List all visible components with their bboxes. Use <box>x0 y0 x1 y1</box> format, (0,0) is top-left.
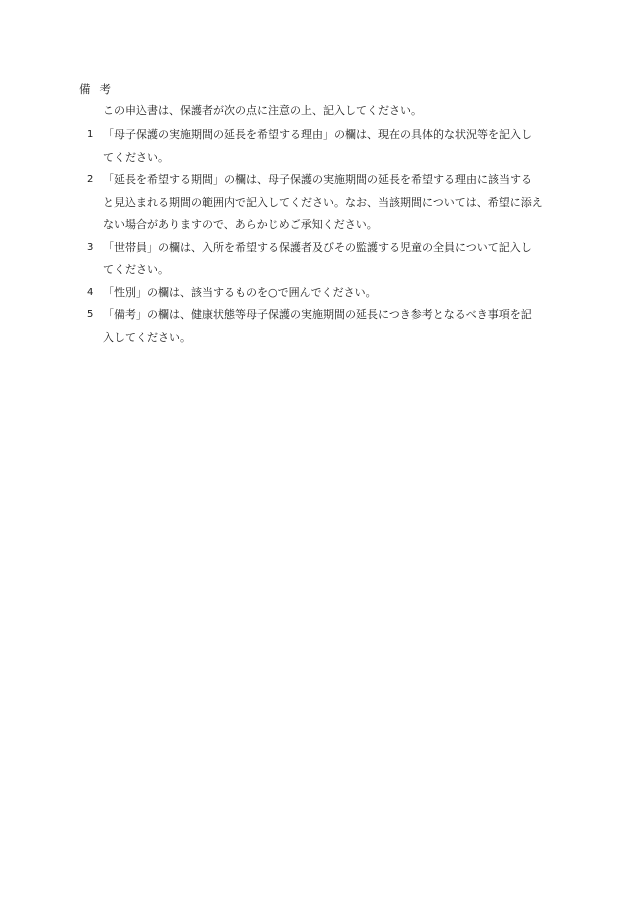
item-number: 3 <box>87 241 94 253</box>
item-number: 5 <box>87 309 94 320</box>
remarks-item-2 <box>87 169 567 237</box>
item-number: 4 <box>87 286 94 298</box>
remarks-list <box>87 124 567 349</box>
remarks-item-1 <box>87 124 567 169</box>
remarks-item-4 <box>87 282 567 305</box>
item-text-line: てください。 <box>103 150 169 164</box>
item-text-line: 「備考」の欄は、健康状態等母子保護の実施期間の延長につき参考となるべき事項を記 <box>103 308 532 321</box>
item-text-line: 「性別」の欄は、該当するものを○で囲んでください。 <box>103 285 377 299</box>
item-text-line: てください。 <box>103 263 169 276</box>
remarks-item-5 <box>87 304 567 349</box>
item-text-line: 「世帯員」の欄は、入所を希望する保護者及びその監護する児童の全員について記入し <box>103 240 532 254</box>
item-text-line: ない場合がありますので、あらかじめご承知ください。 <box>103 218 378 231</box>
item-text-line: 「延長を希望する期間」の欄は、母子保護の実施期間の延長を希望する理由に該当する <box>103 173 532 186</box>
item-text-line: と見込まれる期間の範囲内で記入してください。なお、当該期間については、希望に添え <box>103 195 543 209</box>
remarks-item-3 <box>87 237 567 282</box>
item-text-line: 入してください。 <box>103 330 191 344</box>
remarks-intro: この申込書は、保護者が次の点に注意の上、記入してください。 <box>103 104 422 117</box>
item-number: 2 <box>87 174 94 185</box>
item-text-line: 「母子保護の実施期間の延長を希望する理由」の欄は、現在の具体的な状況等を記入し <box>103 128 532 141</box>
item-number: 1 <box>87 129 94 140</box>
remarks-heading: 備考 <box>79 82 120 96</box>
